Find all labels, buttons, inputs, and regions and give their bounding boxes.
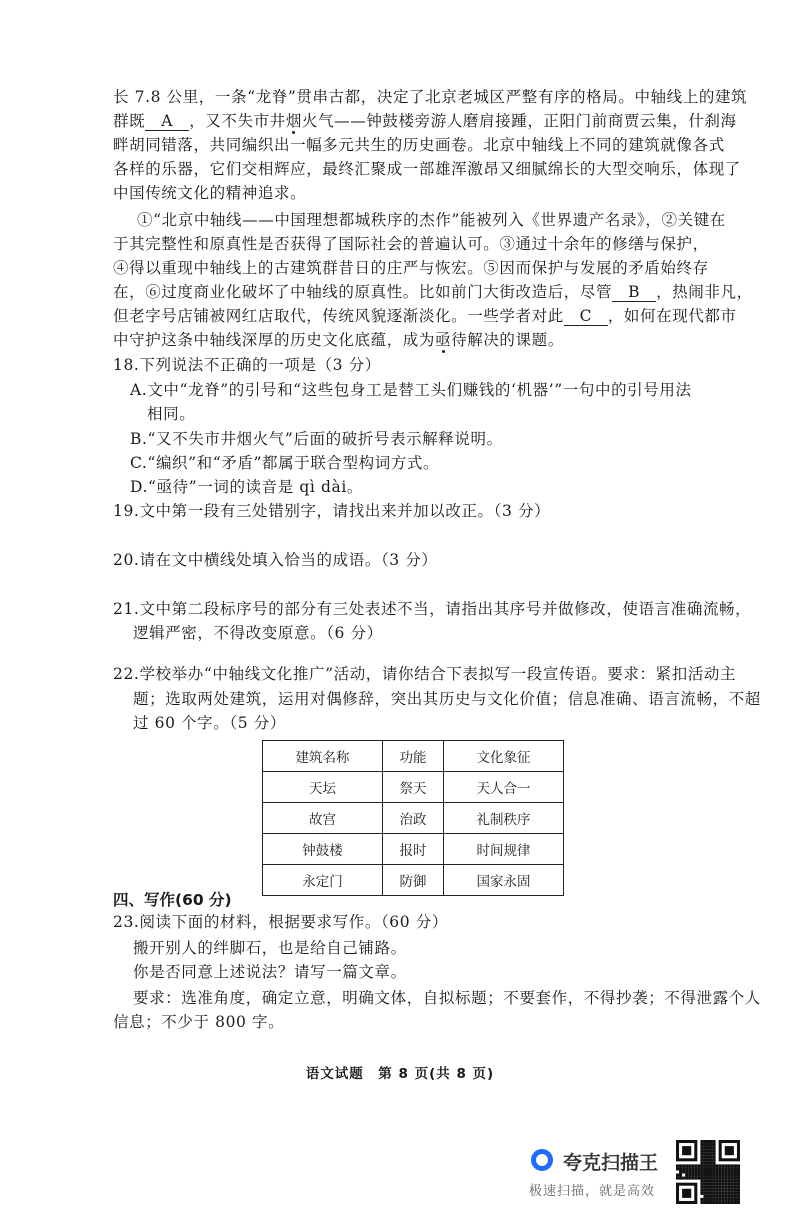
q23-requirements-line1: 要求：选准角度，确定立意，明确文体，自拟标题；不要套作，不得抄袭；不得泄露个人 [133, 989, 761, 1007]
table-row [263, 834, 564, 865]
table-cell: 国家永固 [444, 865, 564, 896]
dotted-char-yan: 烟 [285, 112, 302, 130]
q20: 20.请在文中横线处填入恰当的成语。（3 分） [113, 551, 438, 569]
q18-option-d: D.“亟待”一词的读音是 qì dài。 [130, 478, 364, 496]
p2-line4-start: 在，⑥过度商业化破坏了中轴线的原真性。比如前门大街改造后，尽管 [113, 283, 613, 301]
q18-option-c: C.“编织”和“矛盾”都属于联合型构词方式。 [130, 454, 440, 472]
writing-section-heading: 四、写作(60 分) [113, 891, 232, 909]
table-cell: 天坛 [263, 772, 383, 803]
passage-p2-line5 [113, 305, 737, 327]
q21-line2: 逻辑严密，不得改变原意。（6 分） [133, 624, 383, 642]
q22-line2: 题；选取两处建筑，运用对偶修辞，突出其历史与文化价值；信息准确、语言流畅，不超 [133, 690, 761, 708]
passage-p1-line2 [113, 110, 737, 132]
p1-line2-end: 火气——钟鼓楼旁游人磨肩接踵，正阳门前商贾云集，什刹海 [301, 112, 737, 130]
table-header-cell: 文化象征 [444, 741, 564, 772]
table-header-row [263, 741, 564, 772]
p1-line2-start: 群既 [113, 112, 146, 130]
p2-line6-end: 待解决的课题。 [451, 331, 564, 349]
watermark-app-name: 夸克扫描王 [563, 1152, 659, 1174]
q23-stem: 23.阅读下面的材料，根据要求写作。（60 分） [113, 913, 448, 931]
passage-p1-line5: 中国传统文化的精神追求。 [113, 184, 307, 202]
table-row [263, 865, 564, 896]
q23-material-line2: 你是否同意上述说法？请写一篇文章。 [133, 963, 407, 981]
q18-option-a-cont: 相同。 [147, 405, 196, 423]
p2-line5-end: ，如何在现代都市 [607, 307, 737, 325]
table-cell: 永定门 [263, 865, 383, 896]
q18-option-b: B.“又不失市井烟火气”后面的破折号表示解释说明。 [130, 430, 503, 448]
q21-line1: 21.文中第二段标序号的部分有三处表述不当，请指出其序号并做修改，使语言准确流畅， [113, 600, 752, 618]
blank-a: A [145, 112, 189, 131]
q23-material-line1: 搬开别人的绊脚石，也是给自己铺路。 [133, 939, 407, 957]
table-cell: 时间规律 [444, 834, 564, 865]
table-row [263, 772, 564, 803]
table-cell: 礼制秩序 [444, 803, 564, 834]
table-cell: 天人合一 [444, 772, 564, 803]
passage-p1-line4: 各样的乐器，它们交相辉应，最终汇聚成一部雄浑激昂又细腻绵长的大型交响乐，体现了 [113, 160, 741, 178]
scanner-logo-icon [530, 1148, 554, 1172]
passage-p1-line3: 畔胡同错落，共同编织出一幅多元共生的历史画卷。北京中轴线上不同的建筑就像各式 [113, 136, 725, 154]
table-cell: 报时 [382, 834, 443, 865]
table-cell: 钟鼓楼 [263, 834, 383, 865]
passage-p2-line1: ①“北京中轴线——中国理想都城秩序的杰作”能被列入《世界遗产名录》，②关键在 [137, 211, 726, 229]
passage-p2-line3: ④得以重现中轴线上的古建筑群昔日的庄严与恢宏。⑤因而保护与发展的矛盾始终存 [113, 259, 709, 277]
q18-stem: 18.下列说法不正确的一项是（3 分） [113, 356, 381, 374]
p2-line4-end: ，热闹非凡， [656, 283, 753, 301]
blank-c: C [564, 307, 608, 326]
q18-option-a: A.文中“龙脊”的引号和“这些包身工是替工头们赚钱的‘机器’”一句中的引号用法 [130, 381, 692, 399]
building-table [262, 740, 564, 896]
qr-code-icon [676, 1140, 740, 1204]
p2-line6-start: 中守护这条中轴线深厚的历史文化底蕴，成为 [113, 331, 436, 349]
page-footer: 语文试题 第 8 页(共 8 页) [305, 1066, 495, 1082]
passage-p2-line4 [113, 281, 753, 303]
table-header-cell: 功能 [382, 741, 443, 772]
q19: 19.文中第一段有三处错别字，请找出来并加以改正。（3 分） [113, 502, 551, 520]
table-header-cell: 建筑名称 [263, 741, 383, 772]
table-cell: 祭天 [382, 772, 443, 803]
q23-requirements-line2: 信息；不少于 800 字。 [113, 1013, 285, 1031]
blank-b: B [612, 283, 656, 302]
q22-line1: 22.学校举办“中轴线文化推广”活动，请你结合下表拟写一段宣传语。要求：紧扣活动主 [113, 665, 737, 683]
passage-p2-line6 [113, 329, 564, 351]
passage-p1-line1: 长 7.8 公里，一条“龙脊”贯串古都，决定了北京老城区严整有序的格局。中轴线上的建筑 [113, 88, 748, 106]
passage-p2-line2: 于其完整性和原真性是否获得了国际社会的普遍认可。③通过十余年的修缮与保护， [113, 235, 709, 253]
table-cell: 防御 [382, 865, 443, 896]
table-cell: 故宫 [263, 803, 383, 834]
table-row [263, 803, 564, 834]
p2-line5-start: 但老字号店铺被网红店取代，传统风貌逐渐淡化。一些学者对此 [113, 307, 564, 325]
watermark-tagline: 极速扫描，就是高效 [529, 1184, 656, 1199]
dotted-char-ji: 亟 [435, 331, 452, 349]
p1-line2-mid: ，又不失市井 [189, 112, 286, 130]
table-cell: 治政 [382, 803, 443, 834]
q22-line3: 过 60 个字。（5 分） [133, 714, 286, 732]
